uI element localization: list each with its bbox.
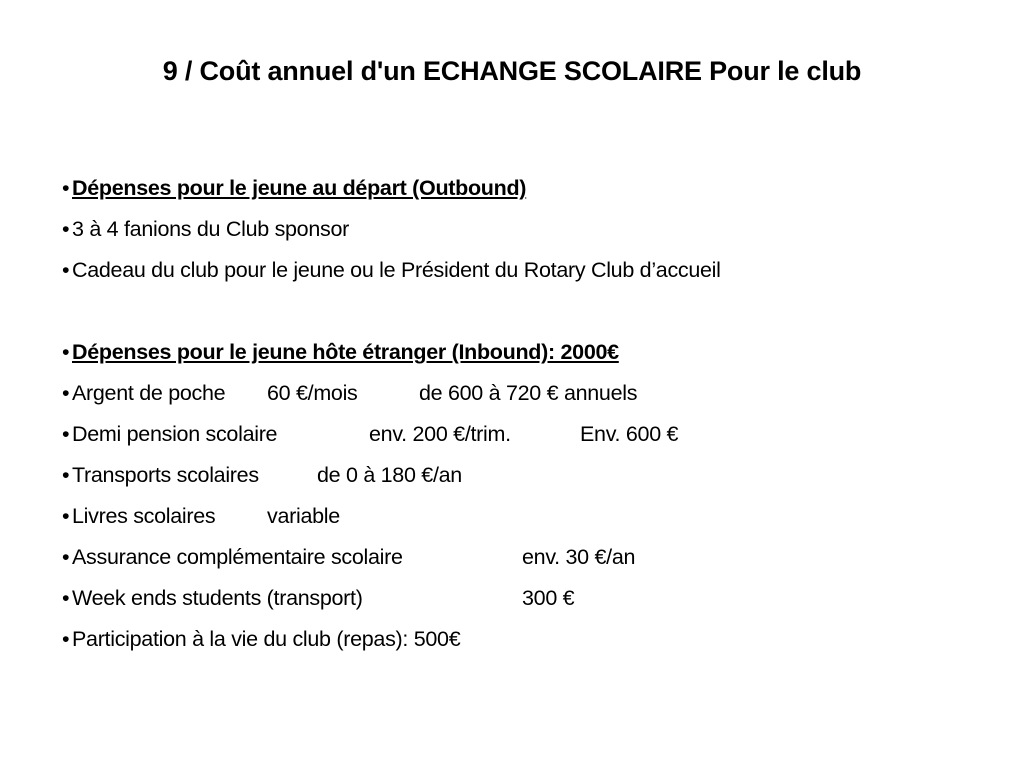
cost-item-week-ends [62,586,1002,627]
bullet-dot: • [62,504,70,528]
bullet-dot: • [62,586,70,610]
cost-item-value: 60 €/mois [267,381,358,405]
cost-item-total: Env. 600 € [580,422,679,446]
slide-title: 9 / Coût annuel d'un ECHANGE SCOLAIRE Pour le club [162,56,862,86]
list-item [62,217,1002,258]
cost-item-transports [62,463,1002,504]
cost-item-assurance [62,545,1002,586]
inbound-heading-text: Dépenses pour le jeune hôte étranger (Inbound): 2000€ [72,340,619,364]
bullet-dot: • [62,381,70,405]
cost-item-label: Assurance complémentaire scolaire [72,545,403,569]
cost-item-value: variable [267,504,340,528]
outbound-heading-text: Dépenses pour le jeune au départ (Outbound) [72,176,527,200]
cost-item-label: Demi pension scolaire [72,422,278,446]
bullet-dot: • [62,545,70,569]
cost-item-argent-de-poche [62,381,1002,422]
cost-item-value: env. 30 €/an [522,545,636,569]
inbound-heading [62,340,1002,381]
bullet-dot: • [62,627,70,651]
cost-item-label: Week ends students (transport) [72,586,363,610]
cost-item-value: env. 200 €/trim. [369,422,511,446]
cost-item-label: Argent de poche [72,381,226,405]
list-item-text: Cadeau du club pour le jeune ou le Président du Rotary Club d’accueil [72,258,721,282]
bullet-dot: • [62,422,70,446]
bullet-list [62,176,1002,668]
bullet-dot: • [62,217,70,241]
cost-item-demi-pension [62,422,1002,463]
bullet-dot: • [62,258,70,282]
outbound-heading [62,176,1002,217]
bullet-dot: • [62,176,70,200]
list-item [62,258,1002,299]
bullet-dot: • [62,340,70,364]
cost-item-value: de 0 à 180 €/an [317,463,462,487]
cost-item-value: 300 € [522,586,575,610]
cost-item-total: de 600 à 720 € annuels [419,381,638,405]
cost-item-label: Transports scolaires [72,463,259,487]
bullet-dot: • [62,463,70,487]
cost-item-label: Participation à la vie du club (repas): 500€ [72,627,461,651]
cost-item-label: Livres scolaires [72,504,216,528]
list-item-text: 3 à 4 fanions du Club sponsor [72,217,349,241]
cost-item-livres [62,504,1002,545]
cost-item-participation [62,627,1002,668]
